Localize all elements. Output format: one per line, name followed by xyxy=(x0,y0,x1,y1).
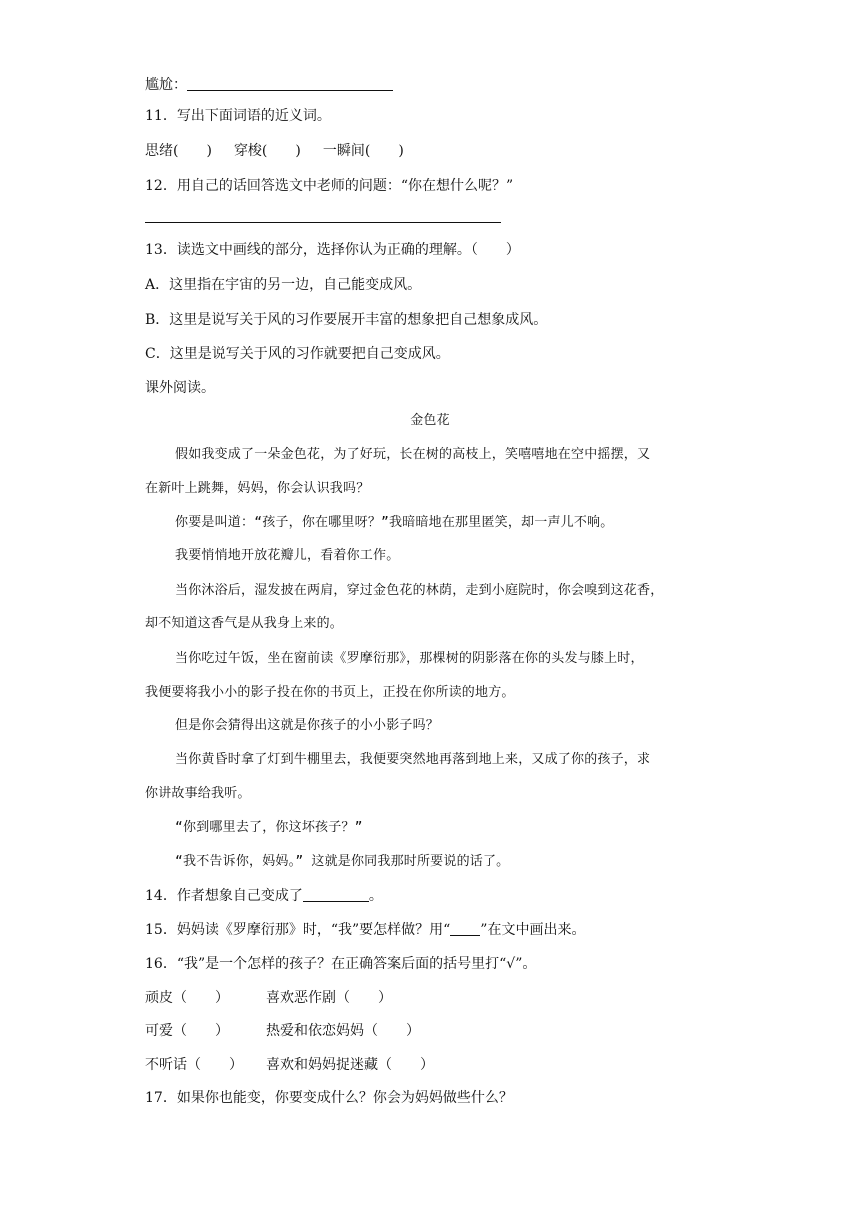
q16-option-love-mom[interactable]: 热爱和依恋妈妈（ ） xyxy=(266,1023,420,1039)
story-paragraph-1a: 假如我变成了一朵金色花，为了好玩，长在树的高枝上，笑嘻嘻地在空中摇摆，又 xyxy=(175,447,651,462)
q16-option-cute[interactable]: 可爱（ ） xyxy=(145,1023,229,1039)
q11-item-2: 穿梭( ) xyxy=(233,143,301,159)
q16-row-3 xyxy=(145,1055,434,1075)
awkward-answer-blank[interactable] xyxy=(187,76,393,91)
q16-option-mischief[interactable]: 喜欢恶作剧（ ） xyxy=(266,990,392,1006)
story-paragraph-1b: 在新叶上跳舞，妈妈，你会认识我吗？ xyxy=(145,481,370,496)
story-paragraph-7a: 当你黄昏时拿了灯到牛棚里去，我便要突然地再落到地上来，又成了你的孩子，求 xyxy=(175,752,651,767)
q17-text: 17．如果你也能变，你要变成什么？你会为妈妈做些什么？ xyxy=(145,1090,513,1106)
q15-text: 15．妈妈读《罗摩衍那》时，“我”要怎样做？用“ xyxy=(145,922,451,938)
q12-answer-line[interactable] xyxy=(145,222,501,223)
q14-answer-blank[interactable] xyxy=(303,887,369,902)
story-paragraph-5b: 我便要将我小小的影子投在你的书页上，正投在你所读的地方。 xyxy=(145,685,515,700)
q14-line xyxy=(145,886,383,906)
q16-option-hide-and-seek[interactable]: 喜欢和妈妈捉迷藏（ ） xyxy=(266,1057,434,1073)
q16-option-disobedient[interactable]: 不听话（ ） xyxy=(145,1057,243,1073)
q13-option-b[interactable]: B．这里是说写关于风的习作要展开丰富的想象把自己想象成风。 xyxy=(145,312,548,328)
q11-text: 11．写出下面词语的近义词。 xyxy=(145,108,331,124)
q13-option-c[interactable]: C．这里是说写关于风的习作就要把自己变成风。 xyxy=(145,346,450,362)
q14-suffix: 。 xyxy=(368,888,383,904)
story-paragraph-6: 但是你会猜得出这就是你孩子的小小影子吗？ xyxy=(175,718,440,733)
q13-text: 13．读选文中画线的部分，选择你认为正确的理解。（ ） xyxy=(145,242,520,258)
story-title: 金色花 xyxy=(410,413,450,428)
q16-row-2 xyxy=(145,1021,420,1041)
story-paragraph-7b: 你讲故事给我听。 xyxy=(145,786,251,801)
story-paragraph-2: 你要是叫道：“孩子，你在哪里呀？”我暗暗地在那里匿笑，却一声儿不响。 xyxy=(175,515,614,530)
story-paragraph-8: “你到哪里去了，你这坏孩子？” xyxy=(175,820,363,835)
q11-item-1: 思绪( ) xyxy=(145,143,212,159)
awkward-line xyxy=(145,75,393,95)
q16-row-1 xyxy=(145,988,392,1008)
story-paragraph-4b: 却不知道这香气是从我身上来的。 xyxy=(145,616,344,631)
q13-option-a[interactable]: A．这里指在宇宙的另一边，自己能变成风。 xyxy=(145,277,422,293)
q16-option-naughty[interactable]: 顽皮（ ） xyxy=(145,990,229,1006)
q14-text: 14．作者想象自己变成了 xyxy=(145,888,303,904)
q15-underline-mark xyxy=(450,921,480,936)
awkward-label: 尴尬： xyxy=(145,77,187,93)
q15-line xyxy=(145,920,585,940)
q12-text: 12．用自己的话回答选文中老师的问题：“你在想什么呢？” xyxy=(145,178,514,194)
story-paragraph-5a: 当你吃过午饭，坐在窗前读《罗摩衍那》，那棵树的阴影落在你的头发与膝上时， xyxy=(175,651,644,666)
story-paragraph-3: 我要悄悄地开放花瓣儿，看着你工作。 xyxy=(175,548,400,563)
story-paragraph-9: “我不告诉你，妈妈。” 这就是你同我那时所要说的话了。 xyxy=(175,854,510,869)
q11-items xyxy=(145,141,404,161)
q16-text: 16．“我”是一个怎样的孩子？在正确答案后面的括号里打“√”。 xyxy=(145,956,537,972)
story-paragraph-4a: 当你沐浴后，湿发披在两肩，穿过金色花的林荫，走到小庭院时，你会嗅到这花香， xyxy=(175,583,664,598)
section-heading: 课外阅读。 xyxy=(145,380,215,396)
q15-suffix: ”在文中画出来。 xyxy=(480,922,586,938)
q11-item-3: 一瞬间( ) xyxy=(322,143,404,159)
